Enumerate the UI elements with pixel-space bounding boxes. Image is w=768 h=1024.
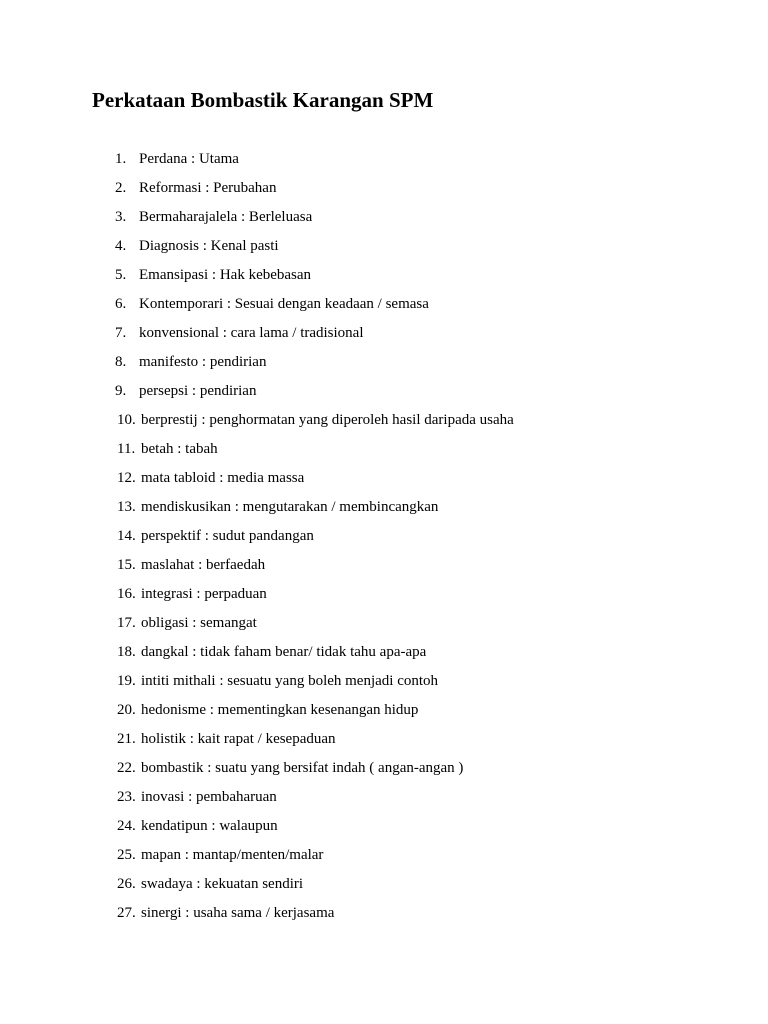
list-item xyxy=(0,378,768,407)
item-number: 9. xyxy=(115,383,127,399)
item-number: 11. xyxy=(117,441,136,457)
item-number: 5. xyxy=(115,267,127,283)
item-text: holistik : kait rapat / kesepaduan xyxy=(141,731,336,747)
item-number: 13. xyxy=(117,499,136,515)
item-text: mapan : mantap/menten/malar xyxy=(141,847,324,863)
list-item xyxy=(0,320,768,349)
item-text: mendiskusikan : mengutarakan / membincangkan xyxy=(141,499,439,515)
item-text: obligasi : semangat xyxy=(141,615,257,631)
item-text: Kontemporari : Sesuai dengan keadaan / semasa xyxy=(139,296,429,312)
list-item xyxy=(0,233,768,262)
item-text: sinergi : usaha sama / kerjasama xyxy=(141,905,335,921)
list-item xyxy=(0,436,768,465)
item-text: betah : tabah xyxy=(141,441,218,457)
item-text: mata tabloid : media massa xyxy=(141,470,305,486)
item-text: swadaya : kekuatan sendiri xyxy=(141,876,304,892)
item-number: 12. xyxy=(117,470,136,486)
item-number: 10. xyxy=(117,412,136,428)
item-number: 16. xyxy=(117,586,136,602)
item-number: 24. xyxy=(117,818,136,834)
item-number: 3. xyxy=(115,209,127,225)
list-item xyxy=(0,900,768,929)
list-item xyxy=(0,581,768,610)
item-number: 21. xyxy=(117,731,136,747)
item-text: dangkal : tidak faham benar/ tidak tahu apa-apa xyxy=(141,644,427,660)
item-text: Reformasi : Perubahan xyxy=(139,180,277,196)
list-item xyxy=(0,755,768,784)
vocabulary-list xyxy=(0,146,768,929)
item-number: 25. xyxy=(117,847,136,863)
list-item xyxy=(0,349,768,378)
item-text: intiti mithali : sesuatu yang boleh menjadi contoh xyxy=(141,673,439,689)
item-number: 7. xyxy=(115,325,127,341)
item-number: 20. xyxy=(117,702,136,718)
list-item xyxy=(0,291,768,320)
item-number: 19. xyxy=(117,673,136,689)
item-text: kendatipun : walaupun xyxy=(141,818,278,834)
list-item xyxy=(0,842,768,871)
document-title: Perkataan Bombastik Karangan SPM xyxy=(92,88,434,112)
list-item xyxy=(0,407,768,436)
item-number: 27. xyxy=(117,905,136,921)
item-text: konvensional : cara lama / tradisional xyxy=(139,325,364,341)
item-number: 23. xyxy=(117,789,136,805)
item-number: 8. xyxy=(115,354,127,370)
item-text: Bermaharajalela : Berleluasa xyxy=(139,209,313,225)
item-number: 1. xyxy=(115,151,127,167)
list-item xyxy=(0,726,768,755)
list-item xyxy=(0,494,768,523)
list-item xyxy=(0,668,768,697)
item-text: berprestij : penghormatan yang diperoleh hasil daripada usaha xyxy=(141,412,514,428)
list-item xyxy=(0,262,768,291)
list-item xyxy=(0,523,768,552)
item-number: 18. xyxy=(117,644,136,660)
item-text: persepsi : pendirian xyxy=(139,383,257,399)
list-item xyxy=(0,465,768,494)
item-text: Diagnosis : Kenal pasti xyxy=(139,238,279,254)
list-item xyxy=(0,175,768,204)
item-number: 2. xyxy=(115,180,127,196)
item-number: 15. xyxy=(117,557,136,573)
item-text: integrasi : perpaduan xyxy=(141,586,267,602)
item-number: 22. xyxy=(117,760,136,776)
list-item xyxy=(0,204,768,233)
item-text: manifesto : pendirian xyxy=(139,354,267,370)
list-item xyxy=(0,639,768,668)
list-item xyxy=(0,697,768,726)
item-text: Perdana : Utama xyxy=(139,151,239,167)
list-item xyxy=(0,552,768,581)
item-text: bombastik : suatu yang bersifat indah ( angan-angan ) xyxy=(141,760,464,776)
item-number: 17. xyxy=(117,615,136,631)
item-number: 4. xyxy=(115,238,127,254)
list-item xyxy=(0,146,768,175)
item-text: Emansipasi : Hak kebebasan xyxy=(139,267,312,283)
list-item xyxy=(0,813,768,842)
item-number: 6. xyxy=(115,296,127,312)
item-number: 26. xyxy=(117,876,136,892)
item-text: inovasi : pembaharuan xyxy=(141,789,277,805)
list-item xyxy=(0,610,768,639)
item-text: perspektif : sudut pandangan xyxy=(141,528,314,544)
item-text: maslahat : berfaedah xyxy=(141,557,266,573)
item-text: hedonisme : mementingkan kesenangan hidup xyxy=(141,702,419,718)
item-number: 14. xyxy=(117,528,136,544)
list-item xyxy=(0,784,768,813)
list-item xyxy=(0,871,768,900)
